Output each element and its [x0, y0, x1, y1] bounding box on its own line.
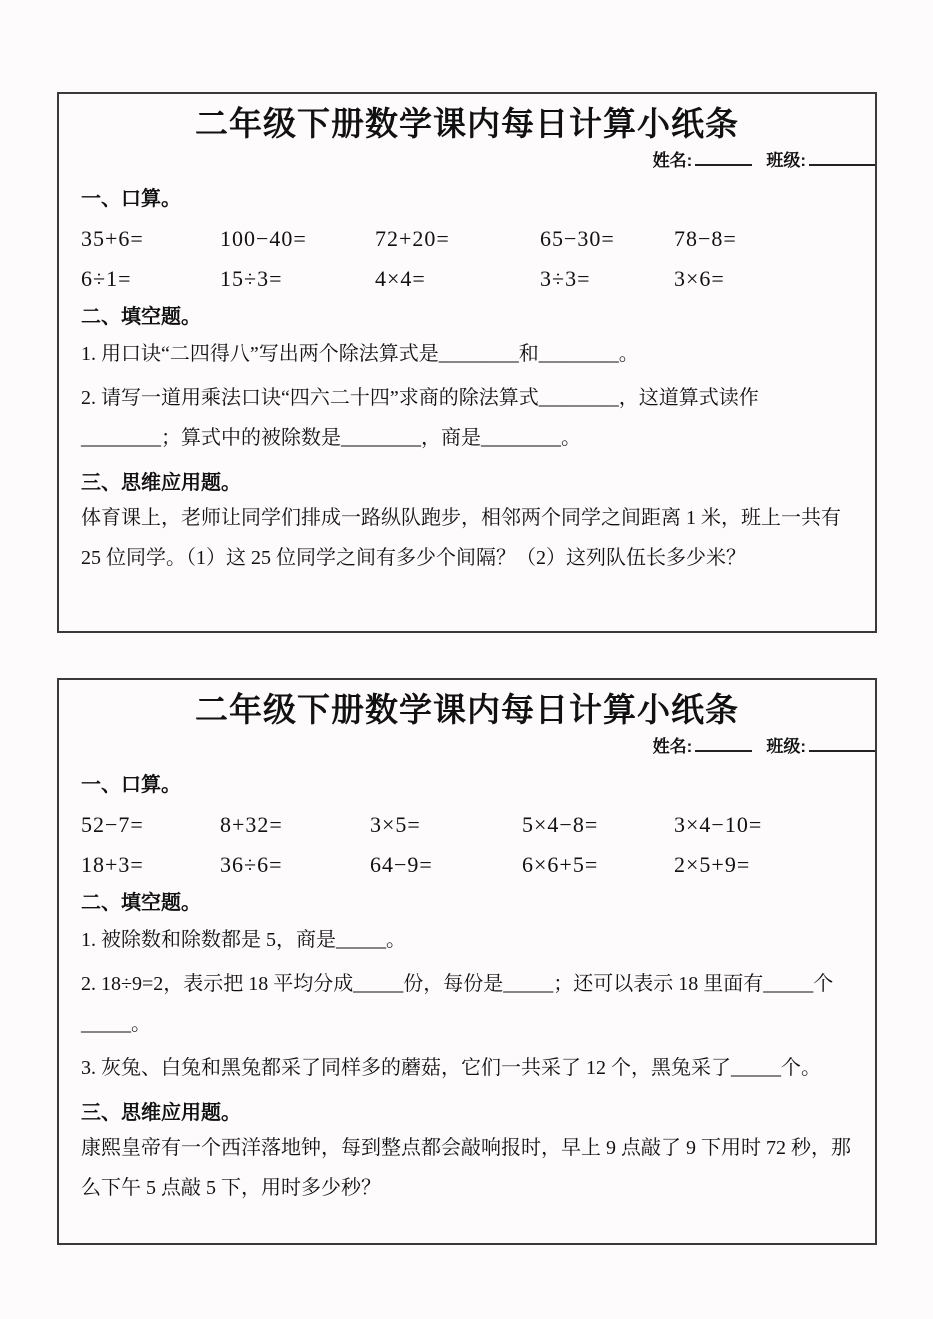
word-problem-text: 体育课上，老师让同学们排成一路纵队跑步，相邻两个同学之间距离 1 米，班上一共有 25 位同学。（1）这 25 位同学之间有多少个间隔？（2）这列队伍长多少米？: [81, 507, 841, 569]
name-label: 姓名:: [652, 151, 693, 170]
worksheet-card-1: [57, 92, 877, 633]
oral-problem: 3×5=: [370, 812, 421, 837]
fill-item: 3. 灰兔、白兔和黑兔都采了同样多的蘑菇，它们一共采了 12 个，黑兔采了_____个。: [81, 1057, 821, 1079]
oral-problem: 36÷6=: [220, 852, 283, 877]
word-section-heading: 三、思维应用题。: [81, 472, 241, 494]
oral-problems-row: [81, 226, 853, 252]
oral-problem: 52−7=: [81, 812, 144, 837]
oral-problem: 15÷3=: [220, 266, 283, 291]
class-label: 班级:: [766, 151, 806, 170]
name-class-row: [81, 734, 875, 760]
oral-problem: 6÷1=: [81, 266, 132, 291]
worksheet-card-2: [57, 678, 877, 1245]
oral-problems-row: [81, 852, 853, 878]
oral-problem: 100−40=: [220, 226, 307, 251]
name-blank-line: [695, 148, 752, 166]
word-problem-text: 康熙皇帝有一个西洋落地钟，每到整点都会敲响报时，早上 9 点敲了 9 下用时 72 秒，那么下午 5 点敲 5 下，用时多少秒？: [81, 1137, 851, 1199]
oral-problems-row: [81, 812, 853, 838]
fill-section-heading: 二、填空题。: [81, 892, 201, 914]
oral-problem: 3×4−10=: [674, 812, 763, 837]
oral-problems-row: [81, 266, 853, 292]
class-blank-line: [809, 734, 875, 752]
oral-problem: 2×5+9=: [674, 852, 751, 877]
name-blank-line: [695, 734, 752, 752]
oral-problem: 8+32=: [220, 812, 283, 837]
name-class-row: [81, 148, 875, 174]
oral-problem: 72+20=: [375, 226, 450, 251]
name-label: 姓名:: [652, 737, 693, 756]
sheet-title: 二年级下册数学课内每日计算小纸条: [195, 691, 739, 728]
fill-section-heading: 二、填空题。: [81, 306, 201, 328]
oral-problem: 35+6=: [81, 226, 144, 251]
oral-problem: 6×6+5=: [522, 852, 599, 877]
fill-item: 2. 18÷9=2，表示把 18 平均分成_____份，每份是_____；还可以表示 18 里面有_____个_____。: [81, 973, 834, 1035]
oral-problem: 18+3=: [81, 852, 144, 877]
oral-problem: 3÷3=: [540, 266, 591, 291]
fill-item: 1. 用口诀“二四得八”写出两个除法算式是________和________。: [81, 343, 639, 365]
oral-section-heading: 一、口算。: [81, 774, 181, 796]
oral-problem: 4×4=: [375, 266, 426, 291]
oral-problem: 3×6=: [674, 266, 725, 291]
word-section-heading: 三、思维应用题。: [81, 1102, 241, 1124]
fill-item: 2. 请写一道用乘法口诀“四六二十四”求商的除法算式________，这道算式读作________；算式中的被除数是________，商是________。: [81, 387, 759, 449]
sheet-title: 二年级下册数学课内每日计算小纸条: [195, 105, 739, 142]
class-label: 班级:: [766, 737, 806, 756]
oral-problem: 64−9=: [370, 852, 433, 877]
oral-problem: 65−30=: [540, 226, 615, 251]
oral-section-heading: 一、口算。: [81, 188, 181, 210]
class-blank-line: [809, 148, 875, 166]
oral-problem: 5×4−8=: [522, 812, 599, 837]
oral-problem: 78−8=: [674, 226, 737, 251]
fill-item: 1. 被除数和除数都是 5，商是_____。: [81, 929, 406, 951]
